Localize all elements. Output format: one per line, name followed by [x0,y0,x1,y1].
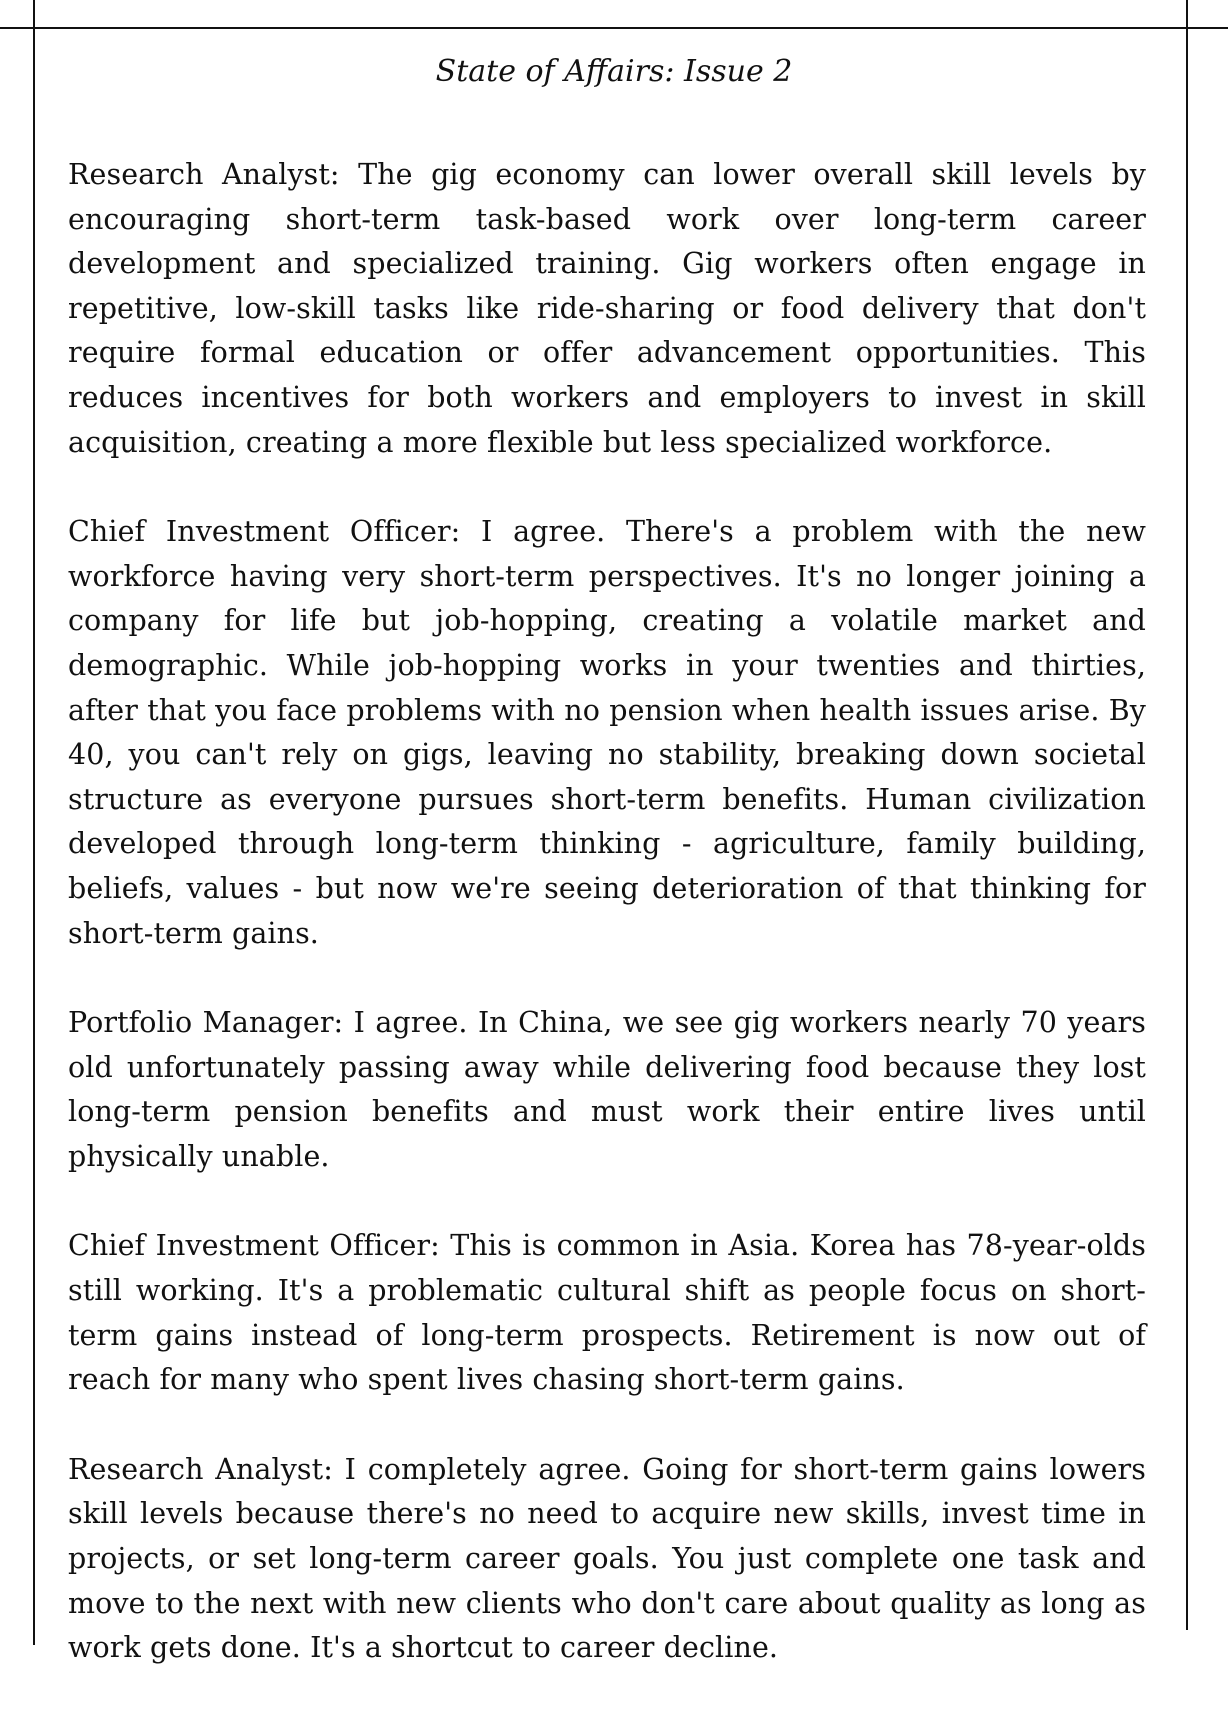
paragraph-chief-investment-officer-2: Chief Investment Officer: This is common in Asia. Korea has 78-year-olds still working. It's a problematic cultural shift as people focus on short-term gains instead of long-term prospects. Retirement is now out of reach for many who spent lives chasing short-term gains. [68,1229,1146,1397]
paragraph-chief-investment-officer-1: Chief Investment Officer: I agree. There's a problem with the new workforce having very short-term perspectives. It's no longer joining a company for life but job-hopping, creating a volatile market and demographic. While job-hopping works in your twenties and thirties, after that you face problems with no pension when health issues arise. By 40, you can't rely on gigs, leaving no stability, breaking down societal structure as everyone pursues short-term benefits. Human civilization developed through long-term thinking - agriculture, family building, beliefs, values - but now we're seeing deterioration of that thinking for short-term gains. [68,515,1146,950]
paragraph-research-analyst-1: Research Analyst: The gig economy can lower overall skill levels by encouraging short-term task-based work over long-term career development and specialized training. Gig workers often engage in repetitive, low-skill tasks like ride-sharing or food delivery that don't require formal education or offer advancement opportunities. This reduces incentives for both workers and employers to invest in skill acquisition, creating a more flexible but less specialized workforce. [68,158,1146,459]
left-border-line [33,0,35,1645]
top-border-line [0,27,1228,29]
right-border-line [1186,0,1188,1630]
document-body [68,153,1146,1716]
paragraph-research-analyst-2: Research Analyst: I completely agree. Going for short-term gains lowers skill levels because there's no need to acquire new skills, invest time in projects, or set long-term career goals. You just complete one task and move to the next with new clients who don't care about quality as long as work gets done. It's a shortcut to career decline. [68,1452,1146,1665]
page-title: State of Affairs: Issue 2 [435,54,793,89]
paragraph-portfolio-manager: Portfolio Manager: I agree. In China, we see gig workers nearly 70 years old unfortunately passing away while delivering food because they lost long-term pension benefits and must work their entire lives until physically unable. [68,1006,1146,1173]
